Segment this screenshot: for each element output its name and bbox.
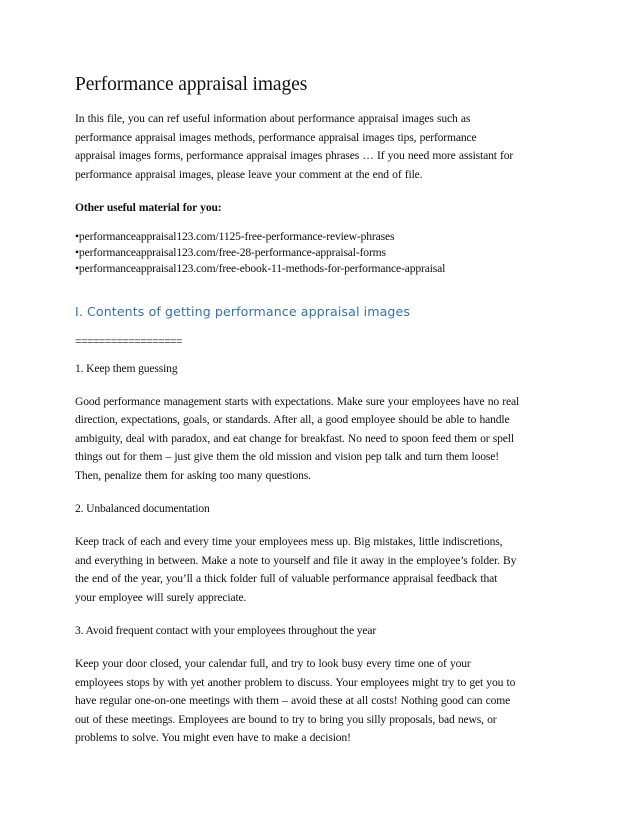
link-item[interactable] [75, 229, 578, 245]
intro-line: performance appraisal images methods, performance appraisal images tips, performance [75, 130, 477, 144]
paragraph-line: have regular one-on-one meetings with them – avoid these at all costs! Nothing good can come [75, 694, 511, 707]
link-item[interactable] [75, 261, 578, 277]
item-heading-2: 2. Unbalanced documentation [75, 502, 210, 515]
paragraph-line: direction, expectations, goals, or standards. After all, a good employee should be able to handle [75, 413, 510, 426]
item-heading-1: 1. Keep them guessing [75, 361, 178, 375]
item-paragraph-1 [75, 393, 578, 486]
link-text[interactable]: performanceappraisal123.com/free-28-performance-appraisal-forms [78, 245, 386, 259]
paragraph-line: Then, penalize them for asking too many questions. [75, 468, 311, 482]
paragraph-line: your employee will surely appreciate. [75, 590, 247, 604]
paragraph-line: Keep track of each and every time your employees mess up. Big mistakes, little indiscretions, [75, 535, 503, 548]
intro-line: performance appraisal images, please leave your comment at the end of file. [75, 167, 423, 181]
item-paragraph-2 [75, 533, 578, 607]
section-heading: I. Contents of getting performance appraisal images [75, 303, 411, 319]
paragraph-line: things out for them – just give them the old mission and vision pep talk and turn them loose! [75, 450, 499, 463]
document-title: Performance appraisal images [75, 74, 308, 95]
link-item[interactable] [75, 245, 578, 261]
item-paragraph-3 [75, 655, 578, 748]
other-material-heading: Other useful material for you: [75, 201, 222, 214]
links-list [75, 229, 578, 277]
intro-line: appraisal images forms, performance appraisal images phrases … If you need more assistant for [75, 149, 514, 162]
intro-paragraph [75, 110, 578, 184]
item-heading-3: 3. Avoid frequent contact with your employees throughout the year [75, 624, 377, 637]
paragraph-line: out of these meetings. Employees are bound to try to bring you silly proposals, bad news, or [75, 712, 497, 726]
separator-line: ================== [75, 334, 182, 348]
paragraph-line: the end of the year, you’ll a thick folder full of valuable performance appraisal feedback that [75, 572, 498, 585]
paragraph-line: and everything in between. Make a note to yourself and file it away in the employee’s folder. By [75, 553, 517, 567]
link-text[interactable]: performanceappraisal123.com/1125-free-performance-review-phrases [78, 229, 395, 243]
link-text[interactable]: performanceappraisal123.com/free-ebook-11-methods-for-performance-appraisal [78, 261, 446, 275]
paragraph-line: Good performance management starts with expectations. Make sure your employees have no real [75, 394, 520, 408]
paragraph-line: Keep your door closed, your calendar full, and try to look busy every time one of your [75, 657, 471, 670]
paragraph-line: ambiguity, deal with paradox, and eat change for breakfast. No need to spoon feed them or spell [75, 431, 514, 445]
intro-line: In this file, you can ref useful information about performance appraisal images such as [75, 112, 471, 125]
paragraph-line: problems to solve. You might even have to make a decision! [75, 731, 351, 744]
paragraph-line: employees stops by with yet another problem to discuss. Your employees might try to get you to [75, 675, 516, 689]
